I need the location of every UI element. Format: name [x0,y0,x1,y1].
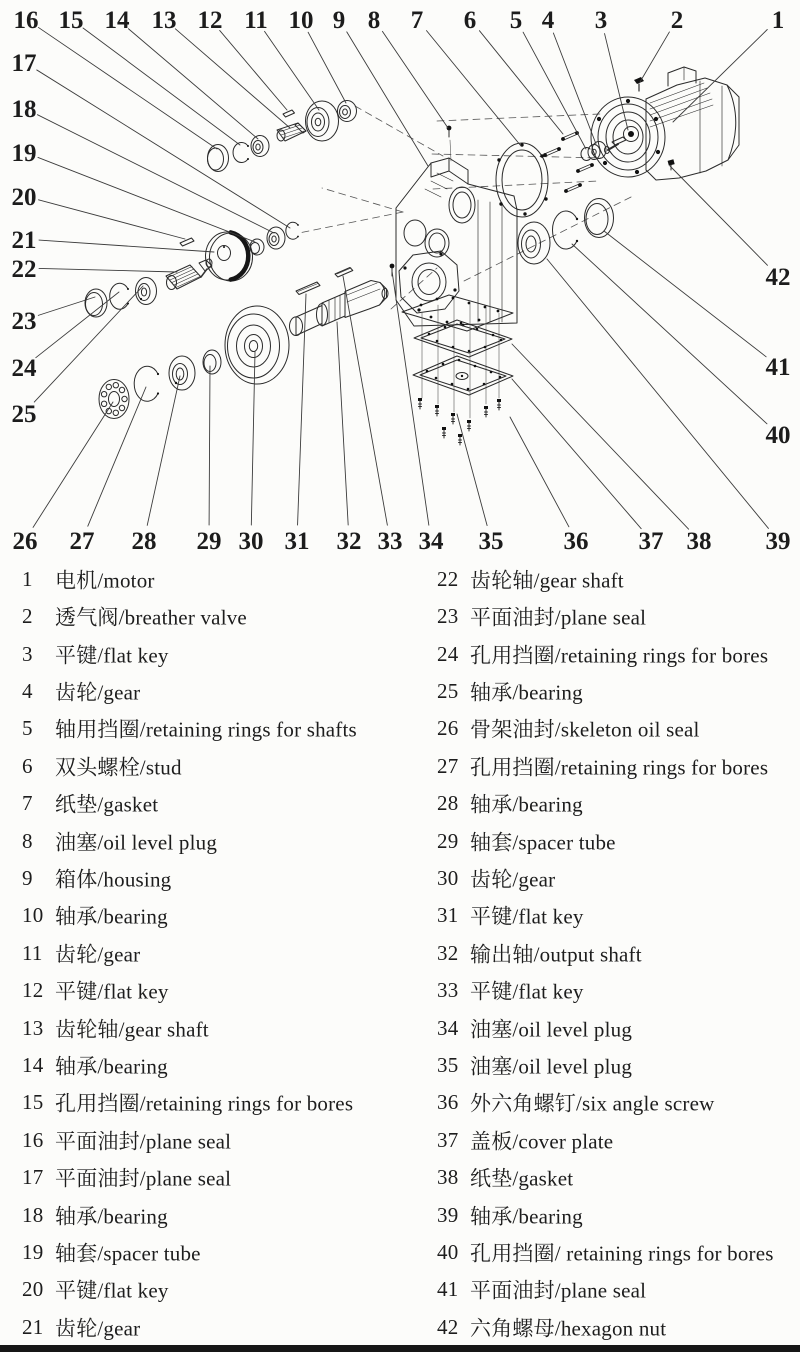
part-label: 平面油封/plane seal [55,1129,232,1154]
part-label: 盖板/cover plate [470,1129,614,1154]
part-number: 35 [437,1052,459,1077]
part-row-40 [0,1234,800,1271]
part-number: 38 [437,1165,459,1190]
part-label: 齿轮/gear [55,942,141,967]
part-label: 齿轮/gear [55,680,141,705]
circlip-mid-part [110,283,129,309]
part-label: 轴承/bearing [470,680,583,705]
part-number: 4 [22,678,33,703]
callout-42: 42 [765,264,791,291]
callout-21: 21 [11,227,37,254]
part-number: 10 [22,903,44,928]
leader-line-9 [347,32,428,166]
part-label: 孔用挡圈/retaining rings for bores [470,755,769,780]
leader-line-29 [209,366,210,525]
part-label: 外六角螺钉/six angle screw [470,1091,715,1116]
callout-32: 32 [336,528,362,555]
part-label: 平键/flat key [470,904,584,929]
part-label: 轴用挡圈/retaining rings for shafts [55,717,357,742]
leader-line-12 [220,30,287,110]
part-label: 轴承/bearing [55,904,168,929]
callout-18: 18 [11,96,37,123]
part-label: 轴承/bearing [470,792,583,817]
leader-line-15 [83,28,240,145]
callout-31: 31 [284,528,310,555]
part-number: 2 [22,604,33,629]
plane-seal-mid-part [85,289,107,317]
part-label: 轴承/bearing [470,1204,583,1229]
part-number: 36 [437,1090,459,1115]
part-label: 平键/flat key [470,979,584,1004]
callout-22: 22 [11,256,37,283]
gear-output-part [225,306,289,384]
part-label: 油塞/oil level plug [470,1054,633,1079]
gear-mid-part [206,232,253,281]
part-label: 六角螺母/hexagon nut [470,1316,667,1341]
callout-19: 19 [11,140,37,167]
callout-38: 38 [686,528,712,555]
part-number: 40 [437,1240,459,1265]
callout-7: 7 [410,7,424,34]
callout-29: 29 [196,528,222,555]
part-label: 纸垫/gasket [55,792,159,817]
callout-15: 15 [58,7,84,34]
leader-line-28 [147,376,180,525]
bearing-input-left-part [251,136,269,157]
part-number: 26 [437,716,459,741]
key-input-part [283,110,295,117]
part-row-32 [0,935,800,972]
part-label: 箱体/housing [55,867,172,892]
part-row-34 [0,1010,800,1047]
leader-line-5 [523,32,586,149]
leader-line-27 [88,387,146,526]
callout-23: 23 [11,308,37,335]
plane-seal-right-part [585,199,614,238]
callout-30: 30 [238,528,264,555]
part-number: 8 [22,828,33,853]
callout-12: 12 [197,7,223,34]
part-row-38 [0,1160,800,1197]
callout-11: 11 [244,7,268,34]
part-label: 纸垫/gasket [470,1166,574,1191]
part-row-30 [0,860,800,897]
part-number: 34 [437,1015,459,1040]
part-number: 42 [437,1314,459,1339]
leader-line-21 [39,240,214,252]
part-number: 6 [22,753,33,778]
part-number: 17 [22,1165,44,1190]
leader-line-7 [427,31,521,146]
part-number: 27 [437,753,459,778]
breather-valve-part [634,77,644,91]
circlip-mid-right-part [286,222,299,239]
leader-line-8 [382,31,448,128]
part-row-23 [0,598,800,635]
part-number: 37 [437,1127,459,1152]
part-row-37 [0,1122,800,1159]
leader-line-11 [265,31,319,110]
part-number: 21 [22,1314,44,1339]
part-label: 平面油封/plane seal [470,605,647,630]
part-label: 平键/flat key [55,1278,169,1303]
bolt-alignment-lines [422,299,499,418]
output-bearing-part [518,222,550,264]
key-output-long-part [296,282,320,295]
cover-plate-part [413,356,513,395]
assembly-axis-dashes [299,106,633,309]
part-row-41 [0,1272,800,1309]
part-label: 孔用挡圈/ retaining rings for bores [470,1241,774,1266]
callout-40: 40 [765,422,791,449]
part-number: 19 [22,1240,44,1265]
part-number: 15 [22,1090,44,1115]
hexagon-nut-part [668,159,675,170]
leader-line-36 [510,417,569,527]
leader-line-39 [547,259,768,528]
callout-37: 37 [638,528,664,555]
leader-line-18 [37,115,274,233]
circlip-output-part [134,366,159,401]
callout-39: 39 [765,528,791,555]
part-label: 轴套/spacer tube [470,829,616,854]
leader-line-41 [604,231,766,357]
part-label: 轴承/bearing [55,1204,168,1229]
part-row-35 [0,1047,800,1084]
leader-line-25 [34,286,143,402]
callout-6: 6 [463,7,477,34]
callout-36: 36 [563,528,589,555]
intermediate-gear-shaft-part [166,259,212,290]
skeleton-oil-seal-part [99,380,129,419]
leader-line-17 [37,70,290,228]
part-label: 透气阀/breather valve [55,605,247,630]
bearing-output-part [169,356,195,390]
part-number: 22 [437,566,459,591]
leader-line-26 [33,402,113,527]
part-number: 14 [22,1052,44,1077]
callout-33: 33 [377,528,403,555]
housing-part [396,158,517,331]
leader-line-23 [38,297,95,315]
part-label: 孔用挡圈/retaining rings for bores [55,1091,354,1116]
part-number: 3 [22,641,33,666]
input-gear-shaft-part [277,123,306,141]
part-label: 骨架油封/skeleton oil seal [470,717,700,742]
part-number: 24 [437,641,459,666]
part-label: 电机/motor [55,568,155,593]
leader-line-37 [512,379,641,529]
part-number: 39 [437,1202,459,1227]
part-number: 28 [437,791,459,816]
part-label: 轴承/bearing [55,1054,168,1079]
key-output-short-part [335,268,353,278]
callout-41: 41 [765,354,791,381]
motor-part [591,67,739,180]
oil-plug-side-part [390,264,395,276]
part-number: 31 [437,903,459,928]
part-label: 油塞/oil level plug [470,1016,633,1041]
part-row-25 [0,673,800,710]
part-label: 平键/flat key [55,979,169,1004]
callout-26: 26 [12,528,38,555]
callout-27: 27 [69,528,95,555]
leader-line-32 [337,322,348,525]
callout-5: 5 [509,7,523,34]
callout-14: 14 [104,7,130,34]
leader-line-33 [343,276,387,525]
callout-24: 24 [11,355,37,382]
callout-13: 13 [151,7,177,34]
part-number: 41 [437,1277,459,1302]
callout-3: 3 [594,7,608,34]
bearing-mid-right-part [267,227,285,249]
part-number: 11 [22,940,43,965]
part-row-39 [0,1197,800,1234]
leader-line-42 [670,166,767,265]
studs-part [543,131,594,193]
callout-34: 34 [418,528,444,555]
key-mid-part [180,238,194,246]
hex-screws-part [418,398,501,445]
part-label: 输出轴/output shaft [470,942,642,967]
leader-line-1 [673,30,767,122]
spacer-tube-output-part [203,350,221,374]
callout-10: 10 [288,7,314,34]
callout-layer [12,7,791,555]
part-label: 平键/flat key [55,642,169,667]
callout-25: 25 [11,401,37,428]
part-row-31 [0,898,800,935]
part-number: 7 [22,791,33,816]
part-number: 13 [22,1015,44,1040]
part-row-27 [0,748,800,785]
part-number: 12 [22,978,44,1003]
part-row-22 [0,561,800,598]
callout-35: 35 [478,528,504,555]
oil-plug-top-part [447,126,452,161]
callout-4: 4 [541,7,555,34]
part-number: 25 [437,678,459,703]
part-number: 18 [22,1202,44,1227]
part-label: 孔用挡圈/retaining rings for bores [470,642,769,667]
bottom-edge-bar [0,1345,800,1352]
callout-2: 2 [670,7,684,34]
part-number: 9 [22,865,33,890]
part-label: 轴套/spacer tube [55,1241,201,1266]
spacer-tube-mid-part [250,239,264,255]
motor-gasket-part [496,143,548,217]
part-number: 23 [437,604,459,629]
leader-line-40 [572,244,767,424]
callout-28: 28 [131,528,157,555]
part-number: 5 [22,716,33,741]
leader-line-10 [308,32,346,103]
gear-input-part [306,101,339,141]
callout-20: 20 [11,184,37,211]
part-row-42 [0,1309,800,1346]
part-number: 33 [437,978,459,1003]
callout-9: 9 [332,7,346,34]
leader-line-22 [39,268,177,272]
leader-line-38 [512,344,689,529]
part-row-26 [0,711,800,748]
callout-1: 1 [771,7,785,34]
part-row-29 [0,823,800,860]
part-label: 齿轮/gear [55,1316,141,1341]
leader-line-2 [640,32,669,82]
part-label: 齿轮轴/gear shaft [470,568,624,593]
part-label: 平面油封/plane seal [55,1166,232,1191]
circlip-input-part [233,143,249,163]
part-label: 双头螺栓/stud [55,755,182,780]
part-number: 16 [22,1127,44,1152]
exploded-assembly-diagram [0,0,800,560]
leader-line-35 [457,414,487,526]
callout-8: 8 [367,7,381,34]
part-number: 29 [437,828,459,853]
part-label: 齿轮/gear [470,867,556,892]
leader-line-31 [298,294,306,525]
part-row-28 [0,785,800,822]
part-row-33 [0,972,800,1009]
part-label: 平面油封/plane seal [470,1278,647,1303]
motor-pinion-part [588,142,606,160]
part-number: 1 [22,566,33,591]
bearing-input-right-part [338,101,357,122]
callout-17: 17 [11,50,37,77]
part-row-24 [0,636,800,673]
part-number: 30 [437,865,459,890]
part-number: 20 [22,1277,44,1302]
part-label: 油塞/oil level plug [55,829,218,854]
part-row-36 [0,1085,800,1122]
part-number: 32 [437,940,459,965]
part-label: 齿轮轴/gear shaft [55,1016,209,1041]
parts-list-right-column [0,561,800,1347]
callout-16: 16 [13,7,39,34]
plane-seal-input-part [208,145,229,172]
